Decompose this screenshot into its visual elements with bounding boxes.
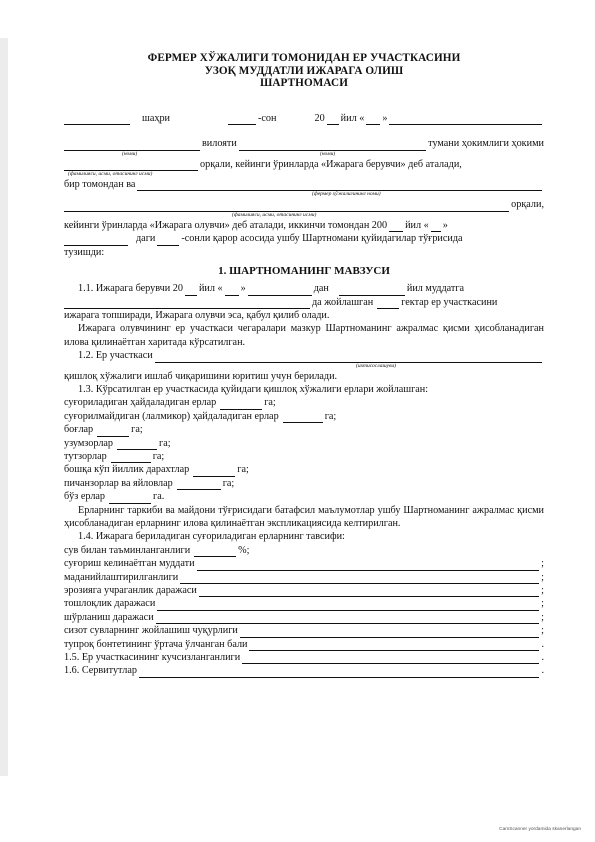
lessee-year-blank <box>389 223 403 232</box>
land-item <box>64 463 544 476</box>
decision-dagi: даги <box>136 233 156 245</box>
land-blank-rainfed <box>283 414 323 423</box>
left-margin-strip <box>0 38 8 776</box>
clause-1-1-location-blank <box>64 300 310 309</box>
char-semicolon: ; <box>541 584 544 596</box>
farm-caption-line <box>64 191 544 198</box>
clause-1-1-located: да жойлашган <box>312 296 374 308</box>
water-supply-percent: %; <box>238 544 250 556</box>
lessee-year-label: йил « <box>405 219 429 231</box>
char-label-cultivation: маданийлаштирилганлиги <box>64 571 179 583</box>
decision-month-blank <box>64 237 128 246</box>
char-semicolon: ; <box>541 625 544 637</box>
one-side-label: бир томондан ва <box>64 178 136 190</box>
land-blank-vineyards <box>117 441 157 450</box>
clause-1-1-quote-close: » <box>240 283 246 295</box>
char-semicolon: ; <box>541 611 544 623</box>
land-label-perennial: бошқа кўп йиллик дарахтлар <box>64 464 190 476</box>
land-blank-fallow <box>109 495 151 504</box>
clause-1-1-month-blank <box>248 287 312 296</box>
clause-1-6-blank <box>139 669 540 678</box>
month-blank <box>389 116 542 125</box>
year-label: йил « <box>340 112 365 124</box>
region-caption-line <box>64 151 544 158</box>
clause-1-1-hectare-blank <box>377 300 399 309</box>
fio-caption-line-2 <box>64 212 544 219</box>
clause-1-5-line <box>64 651 544 664</box>
char-blank <box>240 629 539 638</box>
land-label-irrigated: суғориладиган ҳайдаладиган ерлар <box>64 397 217 409</box>
land-label-vineyards: узумзорлар <box>64 437 114 449</box>
concluded-text: тузишди: <box>64 246 105 258</box>
land-item <box>64 437 544 450</box>
characteristic-item <box>64 584 544 597</box>
clause-1-1-start: 1.1. Ижарага берувчи 20 <box>78 283 183 295</box>
clause-1-1-line-3 <box>64 309 544 322</box>
land-label-rainfed: суғорилмайдиган (лалмикор) ҳайдаладиган ерлар <box>64 410 279 422</box>
characteristic-item <box>64 638 544 651</box>
land-label-fallow: бўз ерлар <box>64 491 106 503</box>
year-blank <box>327 116 339 125</box>
concluded-line <box>64 246 544 259</box>
section-1-heading: 1. ШАРТНОМАНИНГ МАВЗУСИ <box>218 264 390 277</box>
char-semicolon: ; <box>541 558 544 570</box>
contract-page <box>64 52 544 678</box>
title-line-2: УЗОҚ МУДДАТЛИ ИЖАРАГА ОЛИШ <box>204 64 404 77</box>
specialization-caption-line <box>64 363 544 370</box>
clause-1-4-line <box>64 530 544 543</box>
clause-1-1-day-blank <box>225 287 239 296</box>
land-unit: га; <box>237 464 249 476</box>
title-line-1: ФЕРМЕР ХЎЖАЛИГИ ТОМОНИДАН ЕР УЧАСТКАСИНИ <box>147 52 461 64</box>
clause-1-5-label: 1.5. Ер участкасининг кучсизланганлиги <box>64 651 241 663</box>
city-label: шаҳри <box>142 112 171 124</box>
land-item <box>64 477 544 490</box>
clause-1-1-line-1 <box>64 282 544 295</box>
clause-1-1-dan: дан <box>313 283 329 295</box>
char-label-groundwater: сизот сувларнинг жойлашиш чуқурлиги <box>64 625 238 637</box>
district-label: тумани ҳокимлиги ҳокими <box>428 138 544 150</box>
clause-1-2-line <box>64 349 544 362</box>
governor-name-blank <box>64 162 198 171</box>
governor-line <box>64 158 544 171</box>
land-unit: га; <box>222 477 235 489</box>
char-blank <box>199 588 539 597</box>
scanner-watermark: CamScanner yordamida skanerlangan <box>499 827 581 832</box>
clause-1-5-blank <box>242 655 539 664</box>
land-item <box>64 396 544 409</box>
land-blank-pastures <box>177 481 221 490</box>
land-unit: га; <box>131 424 143 436</box>
region-blank <box>64 142 200 151</box>
clause-1-6-period: . <box>541 665 544 677</box>
clause-1-2-label: 1.2. Ер участкаси <box>78 350 153 362</box>
char-blank <box>197 562 540 571</box>
fio-caption-line-1 <box>64 171 544 178</box>
characteristic-item <box>64 624 544 637</box>
char-blank <box>156 615 540 624</box>
char-period: . <box>541 638 544 650</box>
char-blank <box>180 575 539 584</box>
characteristic-item <box>64 597 544 610</box>
clause-1-6-line <box>64 664 544 677</box>
governor-orqali-text: орқали, кейинги ўринларда «Ижарага берувчи» деб аталади, <box>200 158 462 170</box>
farm-name-blank <box>137 182 542 191</box>
region-label: вилояти <box>202 138 237 150</box>
decision-number-blank <box>157 237 179 246</box>
clause-1-3-text: 1.3. Кўрсатилган ер участкасида қуйидаги қишлоқ хўжалиги ерлари жойлашган: <box>78 384 429 396</box>
clause-1-1-term-blank <box>339 287 405 296</box>
land-item <box>64 450 544 463</box>
char-label-erosion: эрозияга учраганлик даражаси <box>64 584 197 596</box>
clause-1-6-label: 1.6. Сервитутлар <box>64 665 137 677</box>
header-date-line <box>64 112 544 125</box>
land-blank-mulberry <box>111 454 151 463</box>
lessee-role-text: кейинги ўринларда «Ижарага олувчи» деб аталади, иккинчи томондан 200 <box>64 219 388 231</box>
water-supply-blank <box>194 548 236 557</box>
lessee-quote-close: » <box>442 219 448 231</box>
lessee-role-line <box>64 219 544 232</box>
char-label-irrigation-term: суғориш келинаётган муддати <box>64 558 195 570</box>
land-item <box>64 490 544 503</box>
char-label-stoniness: тошлоқлик даражаси <box>64 598 156 610</box>
decision-line <box>64 232 544 245</box>
caption-name-2: (номи) <box>320 150 336 157</box>
year-prefix: 20 <box>314 112 325 124</box>
clause-1-2-specialization-blank <box>155 354 542 363</box>
clause-1-1-year-label: йил « <box>198 283 223 295</box>
caption-fio-1: (фамилияси, исми, отасининг исми) <box>68 170 153 177</box>
char-blank <box>157 602 539 611</box>
land-blank-irrigated <box>220 401 262 410</box>
water-supply-label: сув билан таъминланганлиги <box>64 544 191 556</box>
land-blank-perennial <box>193 468 235 477</box>
clause-1-1-term-label: йил муддатга <box>406 283 465 295</box>
day-blank <box>366 116 380 125</box>
water-supply-line <box>64 544 544 557</box>
district-blank <box>239 142 426 151</box>
caption-fio-2: (фамилияси, исми, отасининг исми) <box>232 211 317 218</box>
title-line-3: ШАРТНОМАСИ <box>259 77 349 90</box>
lessee-day-blank <box>431 223 441 232</box>
land-unit-last: га. <box>153 491 165 503</box>
caption-specialization: (ихтисослашуви) <box>356 362 397 369</box>
lessee-line <box>64 198 544 211</box>
clause-1-4-text: 1.4. Ижарага бериладиган суғориладиган ерларнинг тавсифи: <box>78 531 345 543</box>
land-label-mulberry: тутзорлар <box>64 451 107 463</box>
region-line <box>64 137 544 150</box>
city-blank <box>64 116 130 125</box>
caption-name-1: (номи) <box>122 150 138 157</box>
char-semicolon: ; <box>541 571 544 583</box>
clause-1-2-line-2 <box>64 370 544 383</box>
char-label-soil-bonitet: тупроқ бонтетининг ўртача ўлчанган бали <box>64 638 248 650</box>
land-blank-orchards <box>97 428 129 437</box>
char-semicolon: ; <box>541 598 544 610</box>
land-unit: га; <box>159 437 171 449</box>
clause-1-5-period: . <box>541 651 544 663</box>
decision-text: -сонли қарор асосида ушбу Шартномани қуйидагилар тўғрисида <box>181 233 463 245</box>
clause-1-1-hectare-label: гектар ер участкасини <box>401 296 498 308</box>
characteristic-item <box>64 611 544 624</box>
clause-1-1-year-blank <box>185 287 197 296</box>
characteristic-item <box>64 571 544 584</box>
land-item <box>64 423 544 436</box>
char-label-salinity: шўрланиш даражаси <box>64 611 154 623</box>
lessee-orqali-text: орқали, <box>511 199 544 211</box>
explication-paragraph: Ерларнинг таркиби ва майдони тўғрисидаги батафсил маълумотлар ушбу Шартноманинг ажралмас қисми ҳисобланадиган ерларнинг илова қилинаётган экспликациясида келтирилган. <box>64 504 544 529</box>
char-blank <box>249 642 539 651</box>
document-title <box>64 52 544 90</box>
quote-close: » <box>382 112 388 124</box>
land-item <box>64 410 544 423</box>
lessee-name-blank <box>64 203 509 212</box>
clause-1-1-line-2 <box>64 296 544 309</box>
land-label-orchards: боғлар <box>64 424 94 436</box>
map-paragraph: Ижарага олувчининг ер участкаси чегаралари мазкур Шартноманинг ажралмас қисми ҳисобланадиган илова қилинаётган харитада кўрсатилган. <box>64 323 544 348</box>
land-label-pastures: пичанзорлар ва яйловлар <box>64 477 173 489</box>
number-blank <box>228 116 256 125</box>
one-side-line <box>64 178 544 191</box>
number-label: -сон <box>258 112 277 124</box>
clause-1-3-line <box>64 383 544 396</box>
caption-farm-name: (фермер хўжалигининг номи) <box>312 191 381 198</box>
land-unit: га; <box>152 451 165 463</box>
clause-1-2-end: қишлоқ хўжалиги ишлаб чиқаришини юритиш учун берилади. <box>64 370 338 382</box>
clause-1-1-end: ижарага топширади, Ижарага олувчи эса, қабул қилиб олади. <box>64 310 330 322</box>
characteristic-item <box>64 557 544 570</box>
land-unit: га; <box>324 410 337 422</box>
land-unit: га; <box>264 397 276 409</box>
